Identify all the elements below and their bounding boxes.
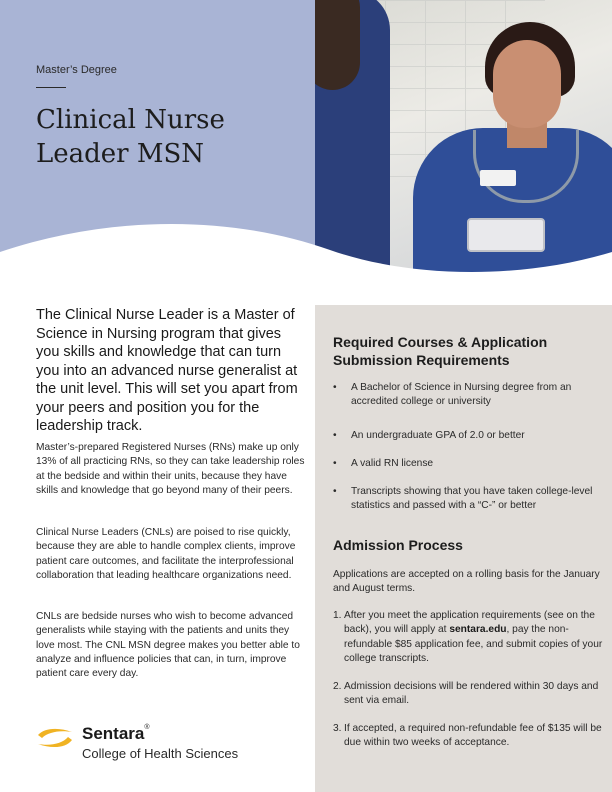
list-item: • Transcripts showing that you have taken college-level statistics and passed with a “C-” or better (333, 485, 595, 513)
logo-brand: Sentara® (82, 724, 150, 743)
list-item: 3. If accepted, a required non-refundable fee of $135 will be due within two weeks of acceptance. (333, 723, 602, 749)
admission-steps (333, 609, 603, 751)
logo-subtitle: College of Health Sciences (82, 746, 239, 761)
body-paragraph-1: Master’s-prepared Registered Nurses (RNs) make up only 13% of all practicing RNs, so they can take leadership roles at the bedside and within their units, because they have skills and knowledge that go beyond many of their peers. (36, 442, 305, 496)
admission-intro: Applications are accepted on a rolling basis for the January and August terms. (333, 569, 600, 594)
wave-divider (0, 200, 612, 290)
list-item: 2. Admission decisions will be rendered within 30 days and sent via email. (333, 681, 599, 707)
intro-paragraph: The Clinical Nurse Leader is a Master of Science in Nursing program that gives you skills and knowledge that can turn you into an advanced nurse generalist at the unit level. This will set you apart from your peers and position you for the leadership track. (36, 307, 298, 434)
body-paragraph-3: CNLs are bedside nurses who wish to become advanced generalists while staying with the patients and units they love most. The CNL MSN degree makes you better able to analyze and influence policies that can, in turn, improve patient care every day. (36, 611, 300, 680)
eyebrow-rule (36, 87, 66, 88)
sentara-link[interactable]: sentara.edu (449, 624, 507, 636)
list-item: 1. After you meet the application requirements (see on the back), you will apply at sentara.edu, pay the non-refundable $85 application fee, and submit copies of your college transcripts. (333, 610, 603, 664)
title-line-2: Leader MSN (36, 139, 205, 169)
title-line-1: Clinical Nurse (36, 105, 225, 135)
list-item: • A Bachelor of Science in Nursing degree from an accredited college or university (333, 381, 595, 429)
list-item: • A valid RN license (333, 457, 595, 485)
body-paragraph-2: Clinical Nurse Leaders (CNLs) are poised to rise quickly, because they are able to handle complex clients, improve patient care outcomes, and facilitate the interprofessional collaboration that leading healthcare organizations need. (36, 527, 296, 581)
requirements-list (333, 381, 595, 513)
page-title (36, 103, 296, 171)
eyebrow-label: Master’s Degree (36, 64, 117, 76)
sentara-swoosh-icon (36, 726, 74, 750)
requirements-heading: Required Courses & Application Submission Requirements (333, 334, 548, 368)
list-item: • An undergraduate GPA of 2.0 or better (333, 429, 595, 457)
admission-heading: Admission Process (333, 537, 463, 553)
sentara-logo (36, 722, 296, 768)
